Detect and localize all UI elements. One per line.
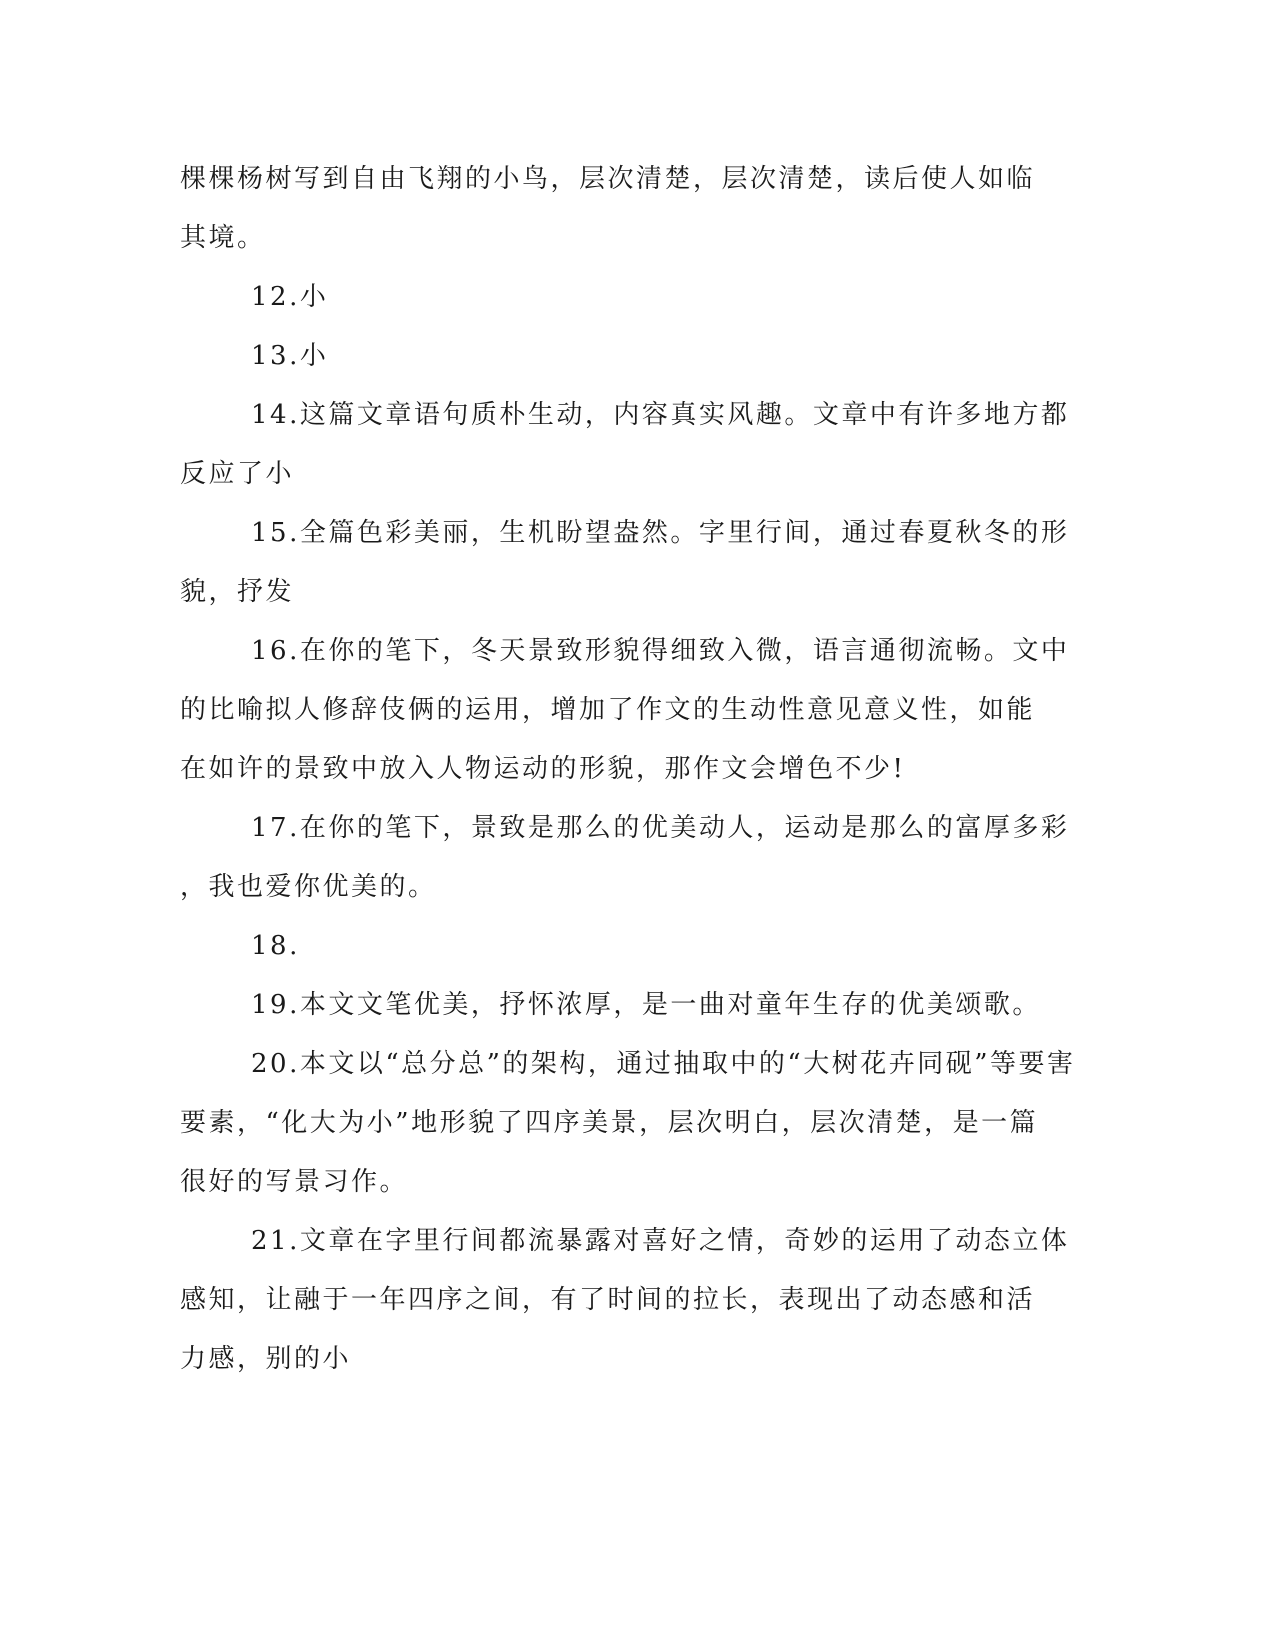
text-line: 其境。 — [180, 223, 266, 253]
numbered-paragraph-19: 19.本文文笔优美，抒怀浓厚，是一曲对童年生存的优美颂歌。 — [251, 990, 1041, 1020]
numbered-paragraph-16: 16.在你的笔下，冬天景致形貌得细致入微，语言通彻流畅。文中 — [251, 636, 1070, 666]
numbered-paragraph-12: 12.小 — [251, 282, 329, 312]
text-line: ，我也爱你优美的。 — [180, 872, 437, 902]
text-line: 反应了小 — [180, 459, 295, 489]
numbered-paragraph-13: 13.小 — [251, 341, 329, 371]
text-line: 在如许的景致中放入人物运动的形貌，那作文会增色不少! — [180, 754, 906, 784]
text-line: 貌，抒发 — [180, 577, 295, 607]
numbered-paragraph-21: 21.文章在字里行间都流暴露对喜好之情，奇妙的运用了动态立体 — [251, 1226, 1070, 1256]
numbered-paragraph-20: 20.本文以“总分总”的架构，通过抽取中的“大树花卉同砚”等要害 — [251, 1049, 1076, 1079]
text-line: 力感，别的小 — [180, 1344, 352, 1374]
numbered-paragraph-18: 18. — [251, 931, 300, 961]
text-line: 感知，让融于一年四序之间，有了时间的拉长，表现出了动态感和活 — [180, 1285, 1036, 1315]
numbered-paragraph-14: 14.这篇文章语句质朴生动，内容真实风趣。文章中有许多地方都 — [251, 400, 1070, 430]
numbered-paragraph-15: 15.全篇色彩美丽，生机盼望盎然。字里行间，通过春夏秋冬的形 — [251, 518, 1070, 548]
text-line: 棵棵杨树写到自由飞翔的小鸟，层次清楚，层次清楚，读后使人如临 — [180, 164, 1036, 194]
document-page — [180, 150, 1076, 1389]
text-line: 的比喻拟人修辞伎俩的运用，增加了作文的生动性意见意义性，如能 — [180, 695, 1036, 725]
numbered-paragraph-17: 17.在你的笔下，景致是那么的优美动人，运动是那么的富厚多彩 — [251, 813, 1070, 843]
text-line: 要素，“化大为小”地形貌了四序美景，层次明白，层次清楚，是一篇 — [180, 1108, 1039, 1138]
text-line: 很好的写景习作。 — [180, 1167, 409, 1197]
